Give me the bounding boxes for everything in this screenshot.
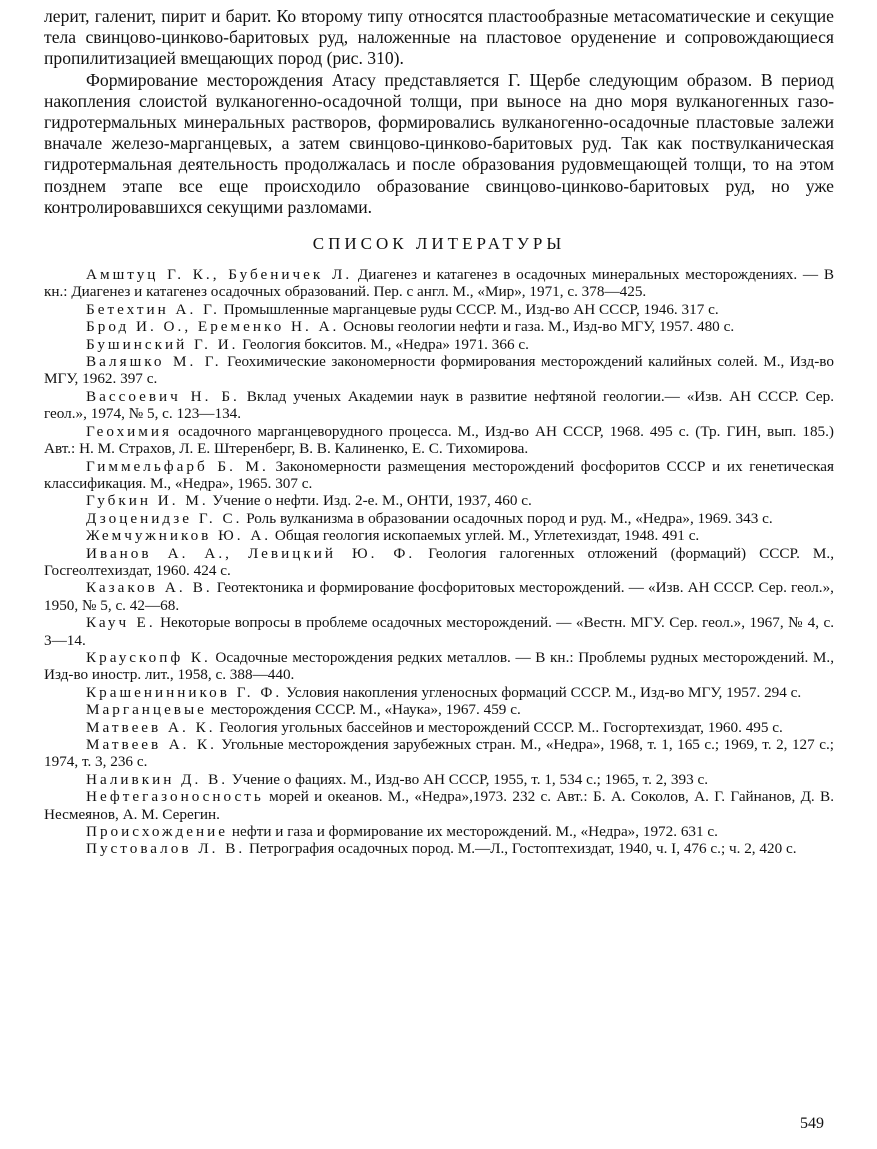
reference-item — [44, 318, 834, 335]
reference-item — [44, 579, 834, 614]
reference-text: Общая геология ископаемых углей. М., Углетехиздат, 1948. 491 с. — [271, 527, 700, 545]
reference-text: Закономерности размещения месторождений фосфоритов СССР и их генетическая классификация. М., «Недра», 1965. 307 с. — [44, 457, 834, 492]
reference-item — [44, 823, 834, 840]
reference-author: Гиммельфарб Б. М. — [86, 457, 269, 475]
reference-author: Пустовалов Л. В. — [86, 840, 246, 858]
reference-text: Геология угольных бассейнов и месторождений СССР. М.. Госгортехиздат, 1960. 495 с. — [215, 718, 783, 736]
intro-paragraph: лерит, галенит, пирит и барит. Ко второму типу относятся пластообразные метасоматические и секущие тела свинцово-цинково-баритовых руд, наложенные на пластовое оруденение и сопровождающиеся пропилитизацией вмещающих пород (рис. 310). — [44, 6, 834, 69]
reference-item — [44, 719, 834, 736]
reference-item — [44, 545, 834, 580]
reference-text: Промышленные марганцевые руды СССР. М., Изд-во АН СССР, 1946. 317 с. — [219, 300, 719, 318]
reference-item — [44, 301, 834, 318]
reference-text: Учение о нефти. Изд. 2-е. М., ОНТИ, 1937, 460 с. — [208, 492, 532, 510]
reference-text: осадочного марганцеворудного процесса. М., Изд-во АН СССР, 1968. 495 с. (Тр. ГИН, вып. 185.) Авт.: Н. М. Страхов, Л. Е. Штеренберг, В. В. Калиненко, Е. С. Тихомирова. — [44, 422, 834, 458]
reference-author: Иванов А. А., Левицкий Ю. Ф. — [86, 544, 416, 562]
reference-list — [44, 266, 834, 858]
reference-item — [44, 771, 834, 788]
reference-text: Геология галогенных отложений (формаций) СССР. М., Госгеолтехиздат, 1960. 424 с. — [44, 544, 834, 579]
reference-author: Кауч Е. — [86, 614, 156, 632]
reference-item — [44, 388, 834, 423]
reference-author: Бетехтин А. Г. — [86, 300, 220, 318]
reference-item — [44, 840, 834, 857]
reference-author: Геохимия — [86, 422, 173, 440]
reference-author: Брод И. О., Еременко Н. А. — [86, 318, 340, 336]
reference-author: Вассоевич Н. Б. — [86, 387, 240, 405]
reference-author: Губкин И. М. — [86, 492, 209, 510]
reference-text: Роль вулканизма в образовании осадочных пород и руд. М., «Недра», 1969. 343 с. — [242, 509, 773, 527]
reference-item — [44, 336, 834, 353]
reference-author: Наливкин Д. В. — [86, 770, 229, 788]
reference-text: Условия накопления угленосных формаций СССР. М., Изд-во МГУ, 1957. 294 с. — [282, 683, 802, 701]
reference-item — [44, 684, 834, 701]
reference-author: Дзоценидзе Г. С. — [86, 509, 243, 527]
reference-item — [44, 510, 834, 527]
reference-author: Бушинский Г. И. — [86, 335, 239, 353]
reference-item — [44, 423, 834, 458]
reference-item — [44, 492, 834, 509]
reference-item — [44, 649, 834, 684]
reference-text: месторождения СССР. М., «Наука», 1967. 459 с. — [206, 701, 521, 719]
reference-text: Геология бокситов. М., «Недра» 1971. 366 с. — [238, 335, 529, 353]
reference-author: Происхождение — [86, 823, 229, 841]
reference-item — [44, 266, 834, 301]
reference-text: Угольные месторождения зарубежных стран. М., «Недра», 1968, т. 1, 165 с.; 1969, т. 2, 127 с.; 1974, т. 3, 236 с. — [44, 736, 834, 771]
reference-text: Некоторые вопросы в проблеме осадочных месторождений. — «Вестн. МГУ. Сер. геол.», 1967, № 4, с. 3—14. — [44, 614, 834, 649]
page-body — [44, 6, 834, 858]
reference-text: нефти и газа и формирование их месторождений. М., «Недра», 1972. 631 с. — [228, 823, 718, 841]
reference-author: Амштуц Г. К., Бубеничек Л. — [86, 266, 353, 284]
reference-text: Геохимические закономерности формирования месторождений калийных солей. М., Изд-во МГУ, 1962. 397 с. — [44, 353, 834, 388]
reference-text: Учение о фациях. М., Изд-во АН СССР, 1955, т. 1, 534 с.; 1965, т. 2, 393 с. — [228, 770, 708, 788]
reference-text: Геотектоника и формирование фосфоритовых месторождений. — «Изв. АН СССР. Сер. геол.», 1950, № 5, с. 42—68. — [44, 579, 834, 614]
page-number: 549 — [800, 1115, 824, 1132]
reference-item — [44, 701, 834, 718]
reference-item — [44, 527, 834, 544]
reference-item — [44, 736, 834, 771]
reference-text: Петрография осадочных пород. М.—Л., Гостоптехиздат, 1940, ч. I, 476 с.; ч. 2, 420 с. — [245, 840, 797, 858]
reference-author: Крашенинников Г. Ф. — [86, 683, 283, 701]
reference-author: Нефтегазоносность — [86, 788, 264, 806]
reference-item — [44, 788, 834, 823]
reference-text: Диагенез и катагенез в осадочных минеральных месторождениях. — В кн.: Диагенез и катагенез осадочных образований. Пер. с англ. М., «Мир», 1971, с. 378—425. — [44, 266, 834, 301]
reference-text: Вклад ученых Академии наук в развитие нефтяной геологии.— «Изв. АН СССР. Сер. геол.», 1974, № 5, с. 123—134. — [44, 387, 834, 423]
reference-author: Жемчужников Ю. А. — [86, 527, 272, 545]
reference-item — [44, 458, 834, 493]
reference-text: морей и океанов. М., «Недра»,1973. 232 с. Авт.: Б. А. Соколов, А. Г. Гайнанов, Д. В. Несмеянов, А. М. Серегин. — [44, 788, 834, 823]
reference-author: Матвеев А. К. — [86, 736, 217, 753]
reference-text: Основы геологии нефти и газа. М., Изд-во МГУ, 1957. 480 с. — [339, 318, 735, 336]
section-title: СПИСОК ЛИТЕРАТУРЫ — [312, 234, 566, 254]
reference-item — [44, 353, 834, 388]
reference-author: Валяшко М. Г. — [86, 353, 222, 371]
reference-author: Марганцевые — [86, 701, 207, 719]
reference-author: Казаков А. В. — [86, 579, 213, 597]
reference-item — [44, 614, 834, 649]
intro-paragraph: Формирование месторождения Атасу представляется Г. Щербе следующим образом. В период накопления слоистой вулканогенно-осадочной толщи, при выносе на дно моря вулканогенных газо-гидротермальных минеральных растворов, формировались вулканогенно-осадочные пластовые залежи вначале железо-марганцевых, а затем свинцово-цинково-баритовых руд. Так как поствулканическая гидротермальная деятельность продолжалась и после образования рудовмещающей толщи, то на этом позднем этапе все еще происходило образование свинцово-цинково-баритовых руд, но уже контролировавшихся секущими разломами. — [44, 69, 834, 217]
reference-author: Матвеев А. К. — [86, 718, 216, 736]
reference-author: Краускопф К. — [86, 648, 211, 666]
reference-text: Осадочные месторождения редких металлов. — В кн.: Проблемы рудных месторождений. М., Изд-во иностр. лит., 1958, с. 388—440. — [44, 648, 834, 684]
